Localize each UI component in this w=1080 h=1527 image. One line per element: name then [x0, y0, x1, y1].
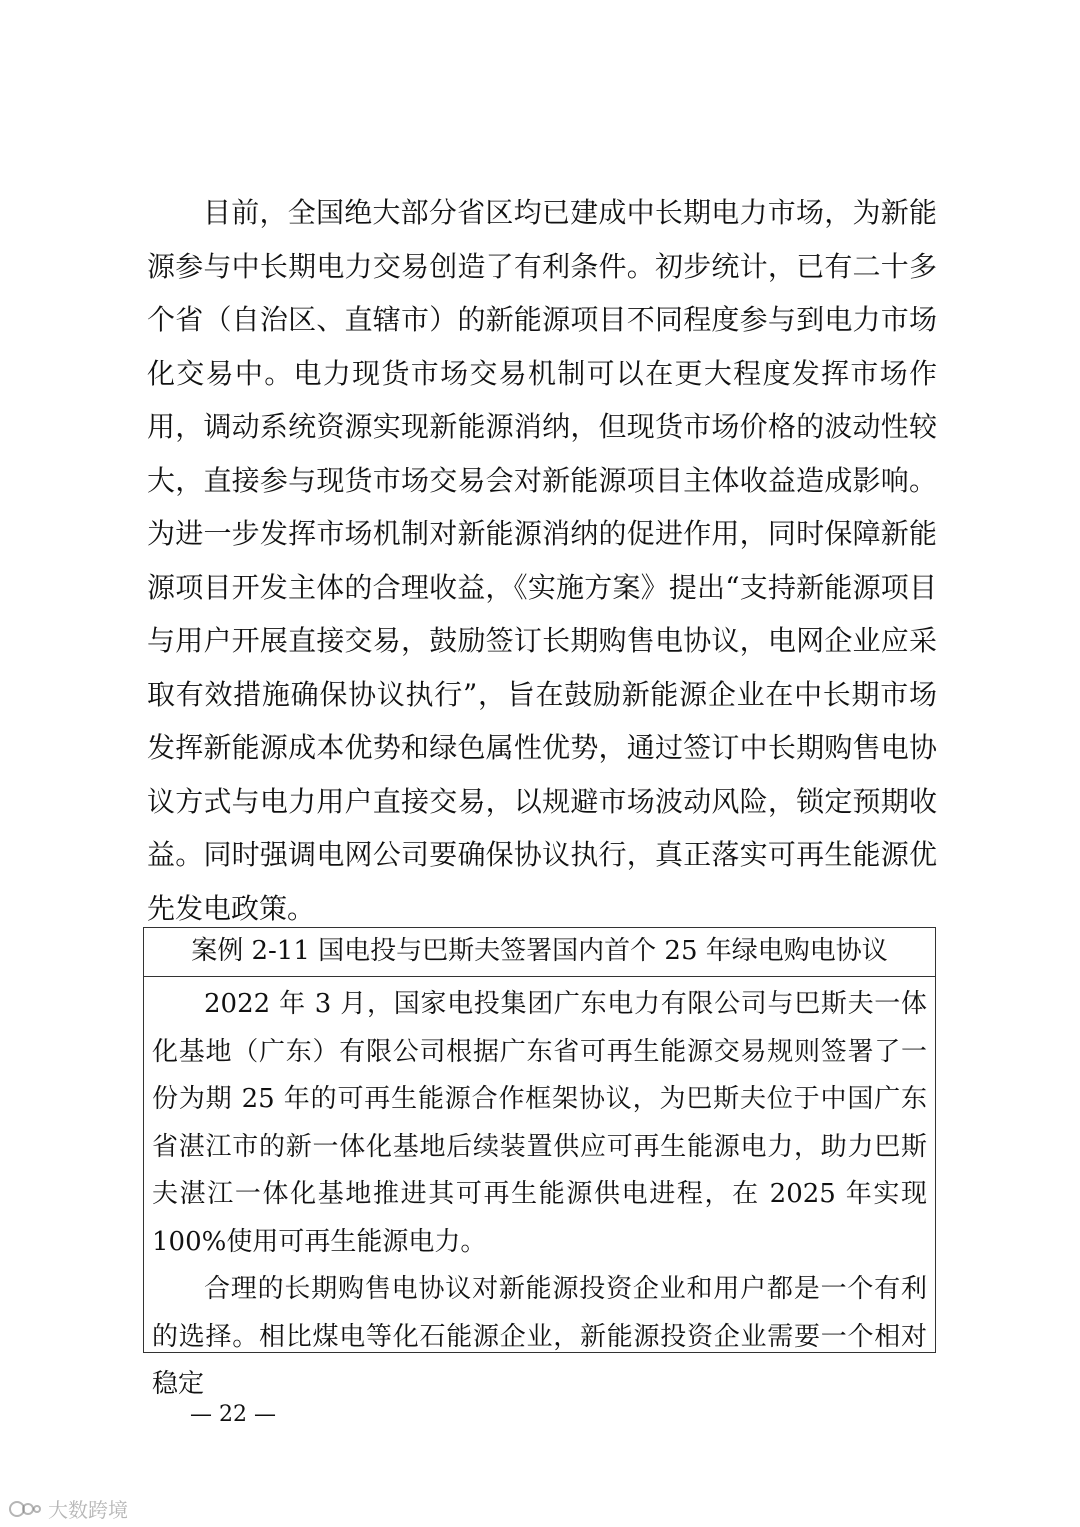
body-paragraph: 目前，全国绝大部分省区均已建成中长期电力市场，为新能源参与中长期电力交易创造了有利条件。初步统计，已有二十多个省（自治区、直辖市）的新能源项目不同程度参与到电力市场化交易中。电力现货市场交易机制可以在更大程度发挥市场作用，调动系统资源实现新能源消纳，但现货市场价格的波动性较大，直接参与现货市场交易会对新能源项目主体收益造成影响。为进一步发挥市场机制对新能源消纳的促进作用，同时保障新能源项目开发主体的合理收益，《实施方案》提出“支持新能源项目与用户开展直接交易，鼓励签订长期购售电协议，电网企业应采取有效措施确保协议执行”，旨在鼓励新能源企业在中长期市场发挥新能源成本优势和绿色属性优势，通过签订中长期购售电协议方式与电力用户直接交易，以规避市场波动风险，锁定预期收益。同时强调电网公司要确保协议执行，真正落实可再生能源优先发电政策。: [147, 196, 937, 925]
case-body: [144, 977, 935, 1409]
watermark: [8, 1494, 128, 1523]
case-title: 案例 2-11 国电投与巴斯夫签署国内首个 25 年绿电购电协议: [144, 928, 935, 977]
logo-icon: [8, 1498, 42, 1520]
case-paragraph-1: 2022 年 3 月，国家电投集团广东电力有限公司与巴斯夫一体化基地（广东）有限公司根据广东省可再生能源交易规则签署了一份为期 25 年的可再生能源合作框架协议，为巴斯夫位于中国广东省湛江市的新一体化基地后续装置供应可再生能源电力，助力巴斯夫湛江一体化基地推进其可再生能源供电进程，在 2025 年实现 100%使用可再生能源电力。: [152, 989, 927, 1257]
case-box: [143, 927, 936, 1399]
case-paragraph-2: 合理的长期购售电协议对新能源投资企业和用户都是一个有利的选择。相比煤电等化石能源企业，新能源投资企业需要一个相对稳定: [152, 1274, 927, 1399]
watermark-text: 大数跨境: [48, 1498, 128, 1522]
page-number: — 22 —: [190, 1402, 276, 1427]
